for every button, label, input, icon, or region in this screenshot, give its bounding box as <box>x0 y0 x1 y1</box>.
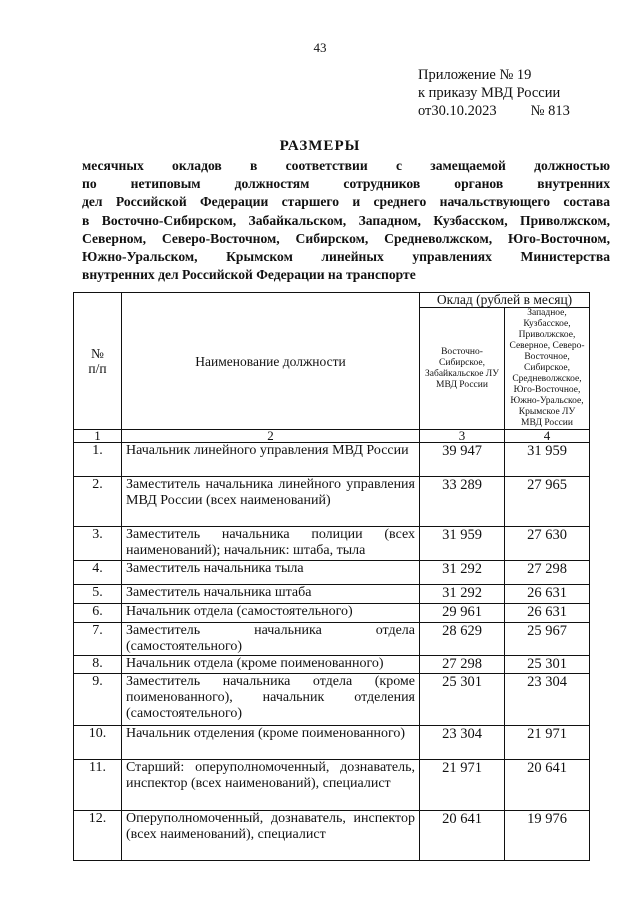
appendix-title: Приложение № 19 <box>418 67 532 83</box>
position-name: Начальник отдела (кроме поименованного) <box>122 656 420 674</box>
document-title: РАЗМЕРЫ <box>279 138 361 154</box>
row-number: 7. <box>74 623 122 656</box>
position-name: Заместитель начальника тыла <box>122 561 420 585</box>
position-name: Старший: оперуполномоченный, дознаватель, инспектор (всех наименований), специалист <box>122 760 420 811</box>
salary-value-col4: 27 965 <box>505 477 590 527</box>
table-row <box>74 623 590 656</box>
column-number: 1 <box>74 430 122 443</box>
salary-value-col4: 27 298 <box>505 561 590 585</box>
salary-table <box>73 292 590 861</box>
document-subtitle <box>82 157 610 284</box>
salary-value-col4: 21 971 <box>505 726 590 760</box>
salary-value-col3: 39 947 <box>420 443 505 477</box>
page-number: 43 <box>313 40 327 55</box>
column-number: 4 <box>505 430 590 443</box>
table-row <box>74 561 590 585</box>
salary-value-col4: 20 641 <box>505 760 590 811</box>
appendix-number: № 813 <box>530 103 570 119</box>
position-name: Оперуполномоченный, дознаватель, инспектор (всех наименований), специалист <box>122 811 420 861</box>
subtitle-line: месячных окладов в соответствии с замещаемой должностью <box>82 158 610 173</box>
salary-value-col3: 33 289 <box>420 477 505 527</box>
row-number: 6. <box>74 604 122 623</box>
subtitle-line: дел Российской Федерации старшего и среднего начальствующего состава <box>82 194 610 210</box>
header-salary-group: Оклад (рублей в месяц) <box>420 293 590 308</box>
salary-value-col4: 23 304 <box>505 674 590 726</box>
row-number: 5. <box>74 585 122 604</box>
subtitle-line: Южно-Уральском, Крымском линейных управлениях Министерства <box>82 249 610 265</box>
salary-value-col3: 31 959 <box>420 527 505 561</box>
position-name: Заместитель начальника отдела (кроме поименованного), начальник отделения (самостоятельного) <box>122 674 420 726</box>
subtitle-line: в Восточно-Сибирском, Забайкальском, Западном, Кузбасском, Приволжском, <box>82 212 610 228</box>
position-name: Начальник отделения (кроме поименованного) <box>122 726 420 760</box>
salary-value-col3: 28 629 <box>420 623 505 656</box>
appendix-order-ref: к приказу МВД России <box>418 85 561 101</box>
position-name: Заместитель начальника штаба <box>122 585 420 604</box>
row-number: 11. <box>74 760 122 811</box>
header-number: № п/п <box>74 293 122 430</box>
table-row <box>74 760 590 811</box>
table-row <box>74 527 590 561</box>
row-number: 12. <box>74 811 122 861</box>
table-row <box>74 477 590 527</box>
salary-value-col3: 27 298 <box>420 656 505 674</box>
header-col3: Восточно-Сибирское, Забайкальское ЛУ МВД России <box>420 308 505 430</box>
salary-value-col3: 20 641 <box>420 811 505 861</box>
salary-value-col4: 19 976 <box>505 811 590 861</box>
salary-value-col3: 25 301 <box>420 674 505 726</box>
salary-table-body <box>74 443 590 861</box>
table-row <box>74 674 590 726</box>
position-name: Заместитель начальника отдела (самостоятельного) <box>122 623 420 656</box>
salary-value-col4: 25 967 <box>505 623 590 656</box>
salary-value-col4: 26 631 <box>505 604 590 623</box>
appendix-dateline <box>418 102 570 120</box>
header-col4: Западное, Кузбасское, Приволжское, Северное, Северо-Восточное, Сибирское, Средневолжское, Юго-Восточное, Южно-Уральское, Крымское ЛУ МВД России <box>505 308 590 430</box>
row-number: 9. <box>74 674 122 726</box>
column-number: 3 <box>420 430 505 443</box>
salary-value-col4: 31 959 <box>505 443 590 477</box>
salary-value-col3: 21 971 <box>420 760 505 811</box>
table-row <box>74 585 590 604</box>
table-row <box>74 443 590 477</box>
appendix-block <box>418 66 570 120</box>
row-number: 4. <box>74 561 122 585</box>
position-name: Заместитель начальника полиции (всех наименований); начальник: штаба, тыла <box>122 527 420 561</box>
subtitle-line: Северном, Северо-Восточном, Сибирском, Средневолжском, Юго-Восточном, <box>82 230 610 246</box>
salary-value-col3: 29 961 <box>420 604 505 623</box>
position-name: Начальник отдела (самостоятельного) <box>122 604 420 623</box>
position-name: Заместитель начальника линейного управления МВД России (всех наименований) <box>122 477 420 527</box>
subtitle-line: по нетиповым должностям сотрудников органов внутренних <box>82 176 610 192</box>
salary-value-col4: 25 301 <box>505 656 590 674</box>
header-position: Наименование должности <box>122 293 420 430</box>
table-row <box>74 604 590 623</box>
row-number: 3. <box>74 527 122 561</box>
row-number: 10. <box>74 726 122 760</box>
salary-value-col3: 31 292 <box>420 585 505 604</box>
row-number: 1. <box>74 443 122 477</box>
appendix-date: от30.10.2023 <box>418 103 497 119</box>
row-number: 2. <box>74 477 122 527</box>
table-row <box>74 726 590 760</box>
row-number: 8. <box>74 656 122 674</box>
salary-value-col4: 27 630 <box>505 527 590 561</box>
salary-value-col3: 31 292 <box>420 561 505 585</box>
table-row <box>74 811 590 861</box>
column-number: 2 <box>122 430 420 443</box>
position-name: Начальник линейного управления МВД России <box>122 443 420 477</box>
table-row <box>74 656 590 674</box>
column-numbers-row <box>74 430 590 443</box>
salary-value-col3: 23 304 <box>420 726 505 760</box>
salary-value-col4: 26 631 <box>505 585 590 604</box>
subtitle-line: внутренних дел Российской Федерации на транспорте <box>82 267 416 283</box>
